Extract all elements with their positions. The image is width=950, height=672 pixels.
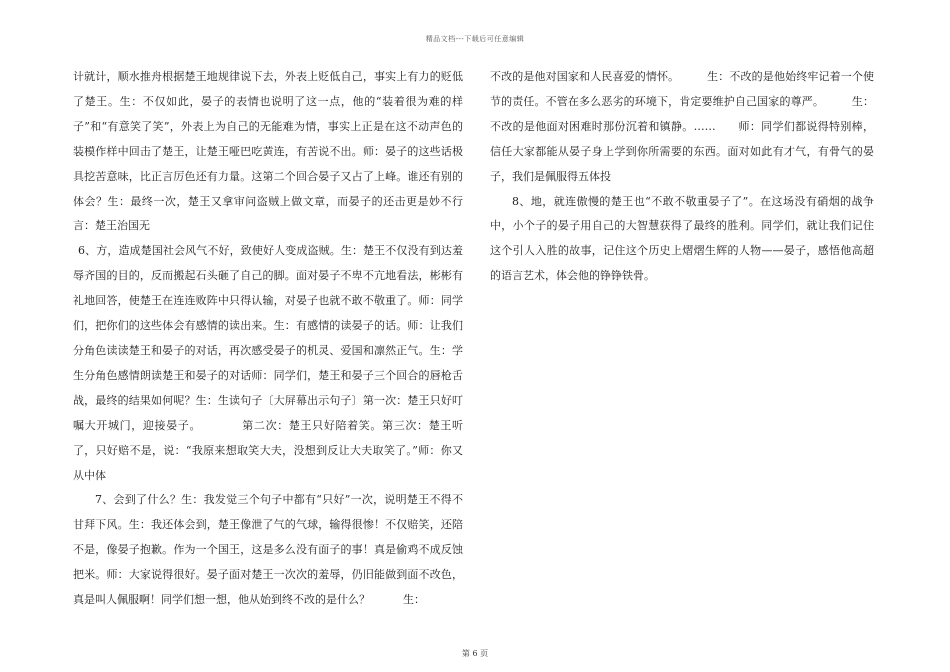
- paragraph-continuation: 计就计，顺水推舟根据楚王地规律说下去，外表上贬低自己，事实上有力的贬低了楚王。生：不仅如此，晏子的表情也说明了这一点，他的“装着很为难的样子”和“有意笑了笑”，外表上为自己的无能难为情，事实上正是在这不动声色的装模作样中回击了楚王，让楚王哑巴吃黄连，有苦说不出。师：晏子的这些话极具挖苦意味，比正言厉色还有力量。这第二个回合晏子又占了上峰。谁还有别的体会？生：最终一次，楚王又拿审问盗贼上做文章，而晏子的还击更是妙不行言：楚王治国无: [73, 70, 463, 233]
- paragraph-8: 8、地，就连傲慢的楚王也“不敢不敬重晏子了”。在这场没有硝烟的战争中，小个子的晏子用自己的大智慧获得了最终的胜利。同学们，就让我们记住这个引人入胜的故事，记住这个历史上熠熠生辉的人物——晏子，感悟他高超的语言艺术，体会他的铮铮铁骨。: [490, 194, 874, 283]
- right-column: [490, 65, 874, 289]
- paragraph-continuation-right: 不改的是他对国家和人民喜爱的情怀。 生：不改的是他始终牢记着一个使节的责任。不管在多么恶劣的环境下，肯定要维护自己国家的尊严。 生：不改的是他面对困难时那份沉着和镇静。…… 师：同学们都说得特别棒，信任大家都能从晏子身上学到你所需要的东西。面对如此有才气，有骨气的晏子，我们是佩服得五体投: [490, 70, 874, 183]
- page-header: 精品文档---下载后可任意编辑: [425, 35, 525, 43]
- paragraph-7: 7、会到了什么？生：我发觉三个句子中都有“只好”一次，说明楚王不得不甘拜下风。生：我还体会到，楚王像泄了气的气球，输得很惨！不仅赔笑，还陪不是，像晏子抱歉。作为一个国王，这是多么没有面子的事！真是偷鸡不成反蚀把米。师：大家说得很好。晏子面对楚王一次次的羞辱，仍旧能做到面不改色，真是叫人佩服啊！同学们想一想，他从始到终不改的是什么？ 生：: [73, 493, 463, 607]
- page-number: 第 6 页: [461, 649, 489, 658]
- left-column: [73, 65, 463, 613]
- paragraph-6: 6、方，造成楚国社会风气不好，致使好人变成盗贼。生：楚王不仅没有到达羞辱齐国的目的，反而搬起石头砸了自己的脚。面对晏子不卑不亢地看法，彬彬有礼地回答，使楚王在连连败阵中只得认输，对晏子也就不敢不敬重了。师：同学们，把你们的这些体会有感情的读出来。生：有感情的读晏子的话。师：让我们分角色读读楚王和晏子的对话，再次感受晏子的机灵、爱国和凛然正气。生：学生分角色感情朗读楚王和晏子的对话师：同学们，楚王和晏子三个回合的唇枪舌战，最终的结果如何呢？生：生读句子〔大屏幕出示句子〕第一次：楚王只好叮嘱大开城门，迎接晏子。 第二次：楚王只好陪着笑。第三次：楚王听了，只好赔不是，说：“我原来想取笑大夫，没想到反让大夫取笑了。”师：你又从中体: [73, 244, 463, 482]
